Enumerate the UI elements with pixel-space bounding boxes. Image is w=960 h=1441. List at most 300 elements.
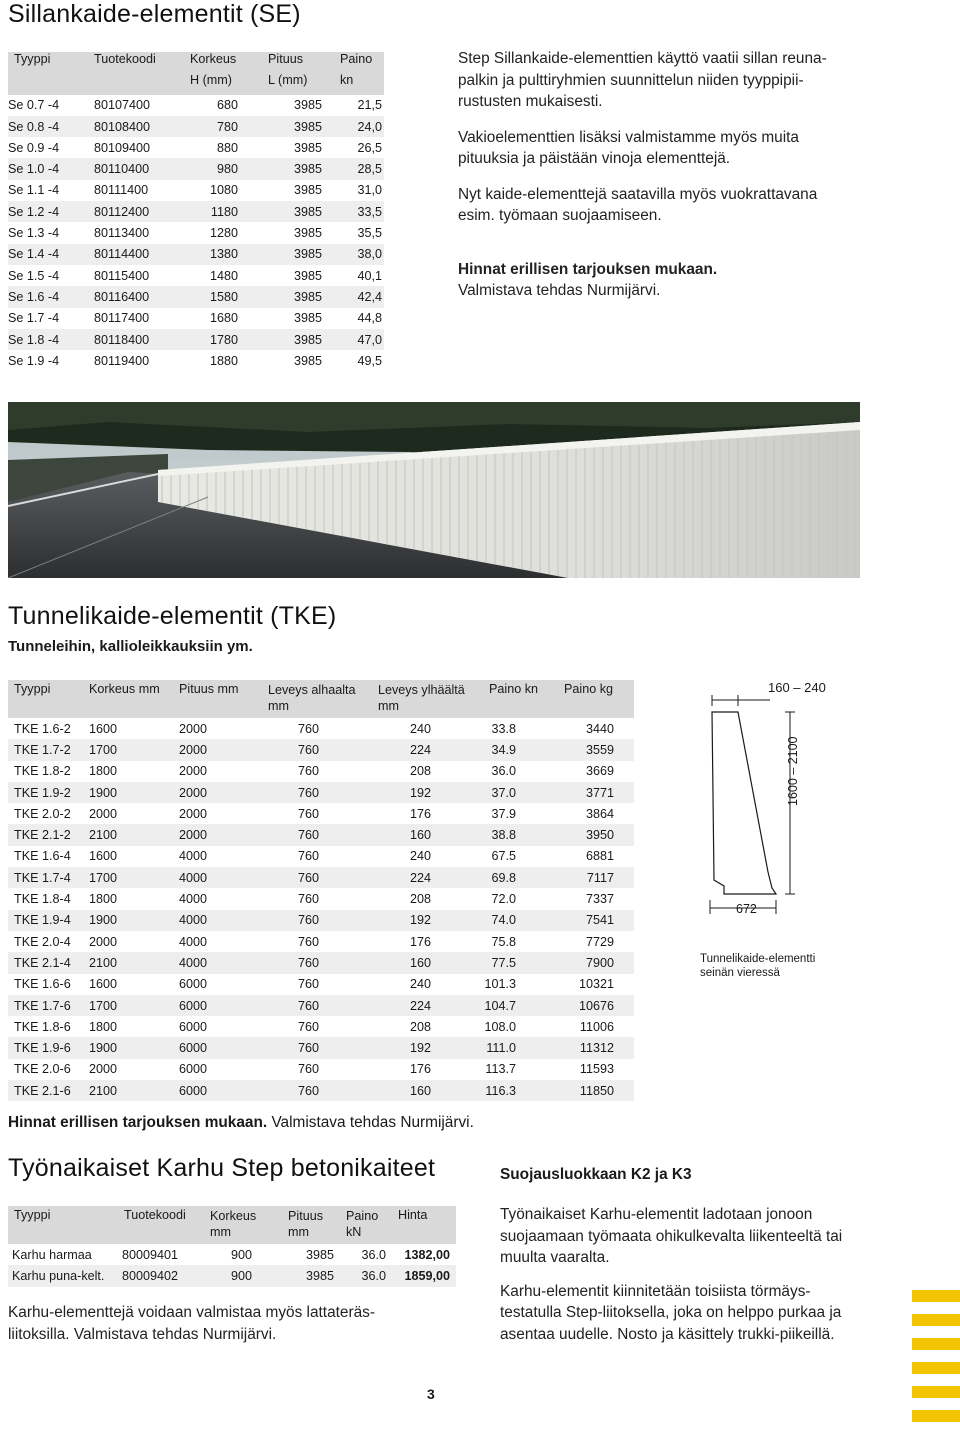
- page-number: 3: [427, 1386, 435, 1402]
- table-cell: 75.8: [483, 931, 558, 952]
- tke-cross-section-diagram: [690, 676, 860, 996]
- table-row: [8, 222, 384, 243]
- table-cell: 7117: [558, 867, 634, 888]
- tke-table-header: [8, 680, 634, 718]
- table-cell: Se 0.9 -4: [8, 137, 82, 158]
- table-cell: 80115400: [82, 265, 178, 286]
- table-row: [8, 180, 384, 201]
- table-cell: 6000: [173, 995, 262, 1016]
- table-cell: 80109400: [82, 137, 178, 158]
- table-row: [8, 867, 634, 888]
- header-length: Pituus mm: [282, 1206, 340, 1244]
- table-cell: 3864: [558, 803, 634, 824]
- table-cell: 80110400: [82, 158, 178, 179]
- table-row: [8, 244, 384, 265]
- table-row: [8, 995, 634, 1016]
- table-cell: 33.8: [483, 718, 558, 739]
- table-cell: 1700: [83, 995, 173, 1016]
- table-cell: 80119400: [82, 350, 178, 371]
- table-cell: 3440: [558, 718, 634, 739]
- table-cell: 192: [372, 1037, 483, 1058]
- caption-line: seinän vieressä: [700, 967, 780, 979]
- header-type: Tyyppi: [8, 52, 82, 73]
- table-cell: 1180: [178, 201, 260, 222]
- table-cell: 760: [262, 739, 372, 760]
- table-cell: 880: [178, 137, 260, 158]
- unit-weight: kn: [330, 73, 384, 94]
- header-weight: Paino: [330, 52, 384, 73]
- table-row: [8, 888, 634, 909]
- table-cell: 10676: [558, 995, 634, 1016]
- table-cell: TKE 2.1-2: [8, 824, 83, 845]
- table-cell: 80112400: [82, 201, 178, 222]
- table-cell: Se 1.9 -4: [8, 350, 82, 371]
- table-row: [8, 1016, 634, 1037]
- table-cell: 42,4: [330, 286, 384, 307]
- table-cell: 900: [204, 1244, 282, 1265]
- tke-factory-note: Valmistava tehdas Nurmijärvi.: [271, 1114, 474, 1131]
- table-cell: TKE 2.0-6: [8, 1059, 83, 1080]
- table-cell: 760: [262, 931, 372, 952]
- table-cell: 4000: [173, 888, 262, 909]
- table-cell: 104.7: [483, 995, 558, 1016]
- tke-price-note: Hinnat erillisen tarjouksen mukaan.: [8, 1114, 268, 1131]
- table-cell: 4000: [173, 910, 262, 931]
- se-factory-note: Valmistava tehdas Nurmijärvi.: [458, 282, 661, 299]
- table-cell: 37.9: [483, 803, 558, 824]
- table-cell: 680: [178, 95, 260, 116]
- table-cell: 760: [262, 846, 372, 867]
- table-cell: 760: [262, 1059, 372, 1080]
- accent-bar: [912, 1410, 960, 1422]
- section-title-karhu: Työnaikaiset Karhu Step betonikaiteet: [8, 1154, 436, 1182]
- cross-section-graphic: [690, 676, 860, 976]
- karhu-table-header: [8, 1206, 456, 1244]
- table-row: [8, 308, 384, 329]
- table-cell: 47,0: [330, 329, 384, 350]
- table-cell: 116.3: [483, 1080, 558, 1101]
- table-cell: 38.8: [483, 824, 558, 845]
- table-cell: 3771: [558, 782, 634, 803]
- table-row: [8, 1037, 634, 1058]
- table-cell: 4000: [173, 867, 262, 888]
- table-row: [8, 1059, 634, 1080]
- table-cell: 192: [372, 910, 483, 931]
- table-cell: 80107400: [82, 95, 178, 116]
- se-table: [8, 52, 384, 371]
- top-width-dimension: 160 – 240: [768, 680, 826, 695]
- table-cell: 80117400: [82, 308, 178, 329]
- table-cell: TKE 1.6-6: [8, 974, 83, 995]
- table-cell: 2000: [83, 803, 173, 824]
- table-cell: 3669: [558, 761, 634, 782]
- header-weight-kn: Paino kn: [483, 680, 558, 718]
- table-cell: 760: [262, 888, 372, 909]
- karhu-note: Karhu-elementtejä voidaan valmistaa myös lattateräs-liitoksilla. Valmistava tehdas Nurmijärvi.: [8, 1304, 375, 1343]
- table-cell: TKE 2.0-2: [8, 803, 83, 824]
- table-cell: 240: [372, 718, 483, 739]
- table-cell: Se 1.1 -4: [8, 180, 82, 201]
- table-row: [8, 931, 634, 952]
- table-cell: 67.5: [483, 846, 558, 867]
- table-cell: 3559: [558, 739, 634, 760]
- table-cell: 760: [262, 952, 372, 973]
- table-cell: 760: [262, 803, 372, 824]
- table-cell: 10321: [558, 974, 634, 995]
- table-cell: 4000: [173, 931, 262, 952]
- table-row: [8, 718, 634, 739]
- table-cell: 80111400: [82, 180, 178, 201]
- table-cell: 72.0: [483, 888, 558, 909]
- table-row: [8, 95, 384, 116]
- table-row: [8, 952, 634, 973]
- table-row: [8, 158, 384, 179]
- table-cell: 1600: [83, 846, 173, 867]
- table-cell: 3985: [260, 158, 330, 179]
- table-cell: 3985: [260, 329, 330, 350]
- table-cell: 240: [372, 846, 483, 867]
- table-cell: 7541: [558, 910, 634, 931]
- table-cell: 1900: [83, 782, 173, 803]
- table-cell: 1700: [83, 867, 173, 888]
- header-width-bottom: Leveys alhaalta mm: [262, 680, 372, 718]
- table-cell: 35,5: [330, 222, 384, 243]
- table-cell: 760: [262, 761, 372, 782]
- accent-bar: [912, 1290, 960, 1302]
- table-cell: 3985: [260, 286, 330, 307]
- height-dimension: 1600 – 2100: [786, 736, 800, 806]
- accent-bar: [912, 1338, 960, 1350]
- karhu-description: [500, 1204, 850, 1357]
- table-cell: 80009402: [118, 1265, 204, 1286]
- header-price: Hinta: [392, 1206, 456, 1244]
- table-cell: 208: [372, 888, 483, 909]
- table-cell: 3985: [260, 201, 330, 222]
- table-cell: 80118400: [82, 329, 178, 350]
- table-cell: 21,5: [330, 95, 384, 116]
- table-cell: 980: [178, 158, 260, 179]
- table-cell: 760: [262, 1037, 372, 1058]
- table-cell: 6000: [173, 1037, 262, 1058]
- table-cell: 4000: [173, 952, 262, 973]
- table-cell: TKE 1.9-4: [8, 910, 83, 931]
- table-cell: TKE 1.8-4: [8, 888, 83, 909]
- table-cell: 780: [178, 116, 260, 137]
- table-cell: TKE 2.1-4: [8, 952, 83, 973]
- table-cell: 1080: [178, 180, 260, 201]
- table-cell: 77.5: [483, 952, 558, 973]
- table-cell: 101.3: [483, 974, 558, 995]
- accent-bar: [912, 1362, 960, 1374]
- table-cell: 11850: [558, 1080, 634, 1101]
- table-cell: 192: [372, 782, 483, 803]
- table-cell: 80108400: [82, 116, 178, 137]
- table-cell: 36.0: [340, 1265, 392, 1286]
- table-cell: TKE 1.8-2: [8, 761, 83, 782]
- bottom-width-dimension: 672: [736, 902, 757, 916]
- table-cell: 176: [372, 1059, 483, 1080]
- table-cell: 760: [262, 782, 372, 803]
- header-code: Tuotekoodi: [82, 52, 178, 73]
- table-cell: 176: [372, 803, 483, 824]
- diagram-caption: [700, 952, 815, 980]
- table-cell: TKE 2.1-6: [8, 1080, 83, 1101]
- table-cell: 33,5: [330, 201, 384, 222]
- table-cell: 3985: [260, 265, 330, 286]
- table-cell: 240: [372, 974, 483, 995]
- table-cell: 36.0: [483, 761, 558, 782]
- table-cell: 2000: [173, 718, 262, 739]
- table-cell: 1382,00: [392, 1244, 456, 1265]
- table-cell: 1580: [178, 286, 260, 307]
- table-cell: 760: [262, 995, 372, 1016]
- table-cell: 1859,00: [392, 1265, 456, 1286]
- table-cell: 760: [262, 824, 372, 845]
- se-paragraph: Vakioelementtien lisäksi valmistamme myös muita pituuksia ja päistään vinoja elementtejä.: [458, 128, 799, 167]
- table-cell: 900: [204, 1265, 282, 1286]
- table-cell: 3985: [260, 350, 330, 371]
- table-cell: 2000: [173, 739, 262, 760]
- header-weight-kg: Paino kg: [558, 680, 634, 718]
- table-row: [8, 201, 384, 222]
- header-width-top: Leveys ylhäältä mm: [372, 680, 483, 718]
- table-cell: 3985: [260, 137, 330, 158]
- table-cell: 3985: [282, 1244, 340, 1265]
- table-cell: 1780: [178, 329, 260, 350]
- table-cell: 1800: [83, 1016, 173, 1037]
- se-price-note: Hinnat erillisen tarjouksen mukaan.: [458, 260, 718, 278]
- se-table-body: [8, 95, 384, 372]
- table-cell: Se 1.2 -4: [8, 201, 82, 222]
- table-cell: 3950: [558, 824, 634, 845]
- unit-type: [8, 73, 82, 94]
- bridge-barrier-photo-graphic: [8, 402, 860, 578]
- table-cell: 208: [372, 761, 483, 782]
- table-cell: 1900: [83, 910, 173, 931]
- table-cell: 1680: [178, 308, 260, 329]
- section-title-tke: Tunnelikaide-elementit (TKE): [8, 602, 337, 630]
- table-cell: 6881: [558, 846, 634, 867]
- tke-table-body: [8, 718, 634, 1101]
- table-cell: 760: [262, 867, 372, 888]
- table-cell: 3985: [260, 244, 330, 265]
- table-cell: 3985: [260, 95, 330, 116]
- table-cell: 11006: [558, 1016, 634, 1037]
- table-cell: 160: [372, 952, 483, 973]
- table-cell: 80116400: [82, 286, 178, 307]
- table-cell: 1380: [178, 244, 260, 265]
- table-row: [8, 910, 634, 931]
- protection-class-title: Suojausluokkaan K2 ja K3: [500, 1166, 692, 1183]
- table-cell: 40,1: [330, 265, 384, 286]
- table-cell: 31,0: [330, 180, 384, 201]
- se-paragraph: Step Sillankaide-elementtien käyttö vaatii sillan reuna-palkin ja pulttiryhmien suunnittelun niiden tyyppipii-rustusten mukaisesti.: [458, 50, 827, 110]
- table-cell: 3985: [260, 180, 330, 201]
- table-cell: 38,0: [330, 244, 384, 265]
- table-cell: 6000: [173, 1059, 262, 1080]
- table-cell: TKE 1.6-4: [8, 846, 83, 867]
- se-description: [458, 48, 858, 302]
- table-cell: Se 0.8 -4: [8, 116, 82, 137]
- table-cell: 1800: [83, 761, 173, 782]
- table-cell: TKE 1.7-4: [8, 867, 83, 888]
- table-cell: 2000: [173, 782, 262, 803]
- table-row: [8, 137, 384, 158]
- header-code: Tuotekoodi: [118, 1206, 204, 1244]
- table-cell: 28,5: [330, 158, 384, 179]
- caption-line: Tunnelikaide-elementti: [700, 953, 816, 965]
- accent-bar: [912, 1314, 960, 1326]
- table-cell: 224: [372, 867, 483, 888]
- table-cell: Karhu puna-kelt.: [8, 1265, 118, 1286]
- table-cell: 3985: [260, 116, 330, 137]
- table-cell: Se 1.4 -4: [8, 244, 82, 265]
- table-row: [8, 116, 384, 137]
- table-row: [8, 1265, 456, 1286]
- table-cell: 2000: [173, 761, 262, 782]
- table-cell: 6000: [173, 974, 262, 995]
- table-cell: TKE 2.0-4: [8, 931, 83, 952]
- table-cell: Se 1.3 -4: [8, 222, 82, 243]
- table-cell: 2100: [83, 952, 173, 973]
- tke-notes: [8, 1114, 474, 1132]
- table-cell: 760: [262, 718, 372, 739]
- table-row: [8, 329, 384, 350]
- table-cell: 108.0: [483, 1016, 558, 1037]
- karhu-table-body: [8, 1244, 456, 1287]
- header-height: Korkeus mm: [204, 1206, 282, 1244]
- table-cell: 11593: [558, 1059, 634, 1080]
- table-cell: TKE 1.7-6: [8, 995, 83, 1016]
- table-cell: 111.0: [483, 1037, 558, 1058]
- table-cell: Se 0.7 -4: [8, 95, 82, 116]
- header-type: Tyyppi: [8, 1206, 118, 1244]
- table-cell: 6000: [173, 1016, 262, 1037]
- table-row: [8, 824, 634, 845]
- table-cell: 2000: [83, 931, 173, 952]
- table-cell: 2100: [83, 1080, 173, 1101]
- table-cell: 4000: [173, 846, 262, 867]
- table-cell: 3985: [260, 308, 330, 329]
- table-cell: 80114400: [82, 244, 178, 265]
- table-cell: Se 1.7 -4: [8, 308, 82, 329]
- table-cell: 26,5: [330, 137, 384, 158]
- header-type: Tyyppi: [8, 680, 83, 718]
- table-cell: TKE 1.9-6: [8, 1037, 83, 1058]
- table-cell: 1900: [83, 1037, 173, 1058]
- unit-code: [82, 73, 178, 94]
- table-cell: 160: [372, 1080, 483, 1101]
- table-cell: 1480: [178, 265, 260, 286]
- table-cell: 1700: [83, 739, 173, 760]
- table-cell: 160: [372, 824, 483, 845]
- header-length: Pituus mm: [173, 680, 262, 718]
- table-row: [8, 1080, 634, 1101]
- unit-length: L (mm): [260, 73, 330, 94]
- table-cell: 760: [262, 1016, 372, 1037]
- table-cell: TKE 1.7-2: [8, 739, 83, 760]
- table-cell: 2000: [83, 1059, 173, 1080]
- karhu-paragraph: Karhu-elementit kiinnitetään toisiista törmäys-testatulla Step-liitoksella, joka on helppo purkaa ja asentaa uudelle. Nosto ja käsittely trukki-piikeillä.: [500, 1282, 842, 1343]
- header-length: Pituus: [260, 52, 330, 73]
- table-row: [8, 761, 634, 782]
- table-cell: 80113400: [82, 222, 178, 243]
- table-cell: 7729: [558, 931, 634, 952]
- table-cell: Se 1.8 -4: [8, 329, 82, 350]
- header-height: Korkeus mm: [83, 680, 173, 718]
- table-cell: 69.8: [483, 867, 558, 888]
- table-cell: 208: [372, 1016, 483, 1037]
- table-cell: Se 1.5 -4: [8, 265, 82, 286]
- table-row: [8, 1244, 456, 1265]
- table-cell: 760: [262, 910, 372, 931]
- table-cell: 74.0: [483, 910, 558, 931]
- table-cell: 7900: [558, 952, 634, 973]
- table-cell: Karhu harmaa: [8, 1244, 118, 1265]
- table-cell: 1600: [83, 974, 173, 995]
- table-cell: 224: [372, 995, 483, 1016]
- table-cell: Se 1.6 -4: [8, 286, 82, 307]
- accent-bar: [912, 1386, 960, 1398]
- table-cell: 2000: [173, 803, 262, 824]
- table-cell: 24,0: [330, 116, 384, 137]
- table-cell: 6000: [173, 1080, 262, 1101]
- bridge-barrier-photo: [8, 402, 860, 578]
- table-cell: 1880: [178, 350, 260, 371]
- table-cell: 176: [372, 931, 483, 952]
- table-cell: 36.0: [340, 1244, 392, 1265]
- table-cell: 3985: [260, 222, 330, 243]
- table-cell: 1280: [178, 222, 260, 243]
- unit-height: H (mm): [178, 73, 260, 94]
- table-cell: 44,8: [330, 308, 384, 329]
- table-cell: TKE 1.9-2: [8, 782, 83, 803]
- table-cell: 49,5: [330, 350, 384, 371]
- table-cell: 3985: [282, 1265, 340, 1286]
- table-row: [8, 739, 634, 760]
- header-height: Korkeus: [178, 52, 260, 73]
- table-row: [8, 974, 634, 995]
- section-title-se: Sillankaide-elementit (SE): [8, 0, 301, 28]
- table-cell: TKE 1.6-2: [8, 718, 83, 739]
- table-cell: TKE 1.8-6: [8, 1016, 83, 1037]
- table-row: [8, 350, 384, 371]
- table-row: [8, 286, 384, 307]
- table-cell: 11312: [558, 1037, 634, 1058]
- karhu-table: [8, 1206, 456, 1287]
- table-cell: 1800: [83, 888, 173, 909]
- table-cell: 2000: [173, 824, 262, 845]
- table-cell: 760: [262, 974, 372, 995]
- table-cell: 760: [262, 1080, 372, 1101]
- table-cell: 80009401: [118, 1244, 204, 1265]
- se-table-header: [8, 52, 384, 95]
- section-subtitle-tke: Tunneleihin, kallioleikkauksiin ym.: [8, 638, 253, 655]
- table-cell: 224: [372, 739, 483, 760]
- se-paragraph: Nyt kaide-elementtejä saatavilla myös vuokrattavana esim. työmaan suojaamiseen.: [458, 185, 818, 224]
- table-cell: 37.0: [483, 782, 558, 803]
- table-row: [8, 265, 384, 286]
- table-cell: Se 1.0 -4: [8, 158, 82, 179]
- table-row: [8, 803, 634, 824]
- tke-table: [8, 680, 634, 1101]
- table-row: [8, 846, 634, 867]
- table-cell: 2100: [83, 824, 173, 845]
- table-row: [8, 782, 634, 803]
- karhu-paragraph: Työnaikaiset Karhu-elementit ladotaan jonoon suojaamaan työmaata ohikulkevalta liikenteeltä tai muulta vaaralta.: [500, 1206, 843, 1266]
- header-weight: Paino kN: [340, 1206, 392, 1244]
- table-cell: 7337: [558, 888, 634, 909]
